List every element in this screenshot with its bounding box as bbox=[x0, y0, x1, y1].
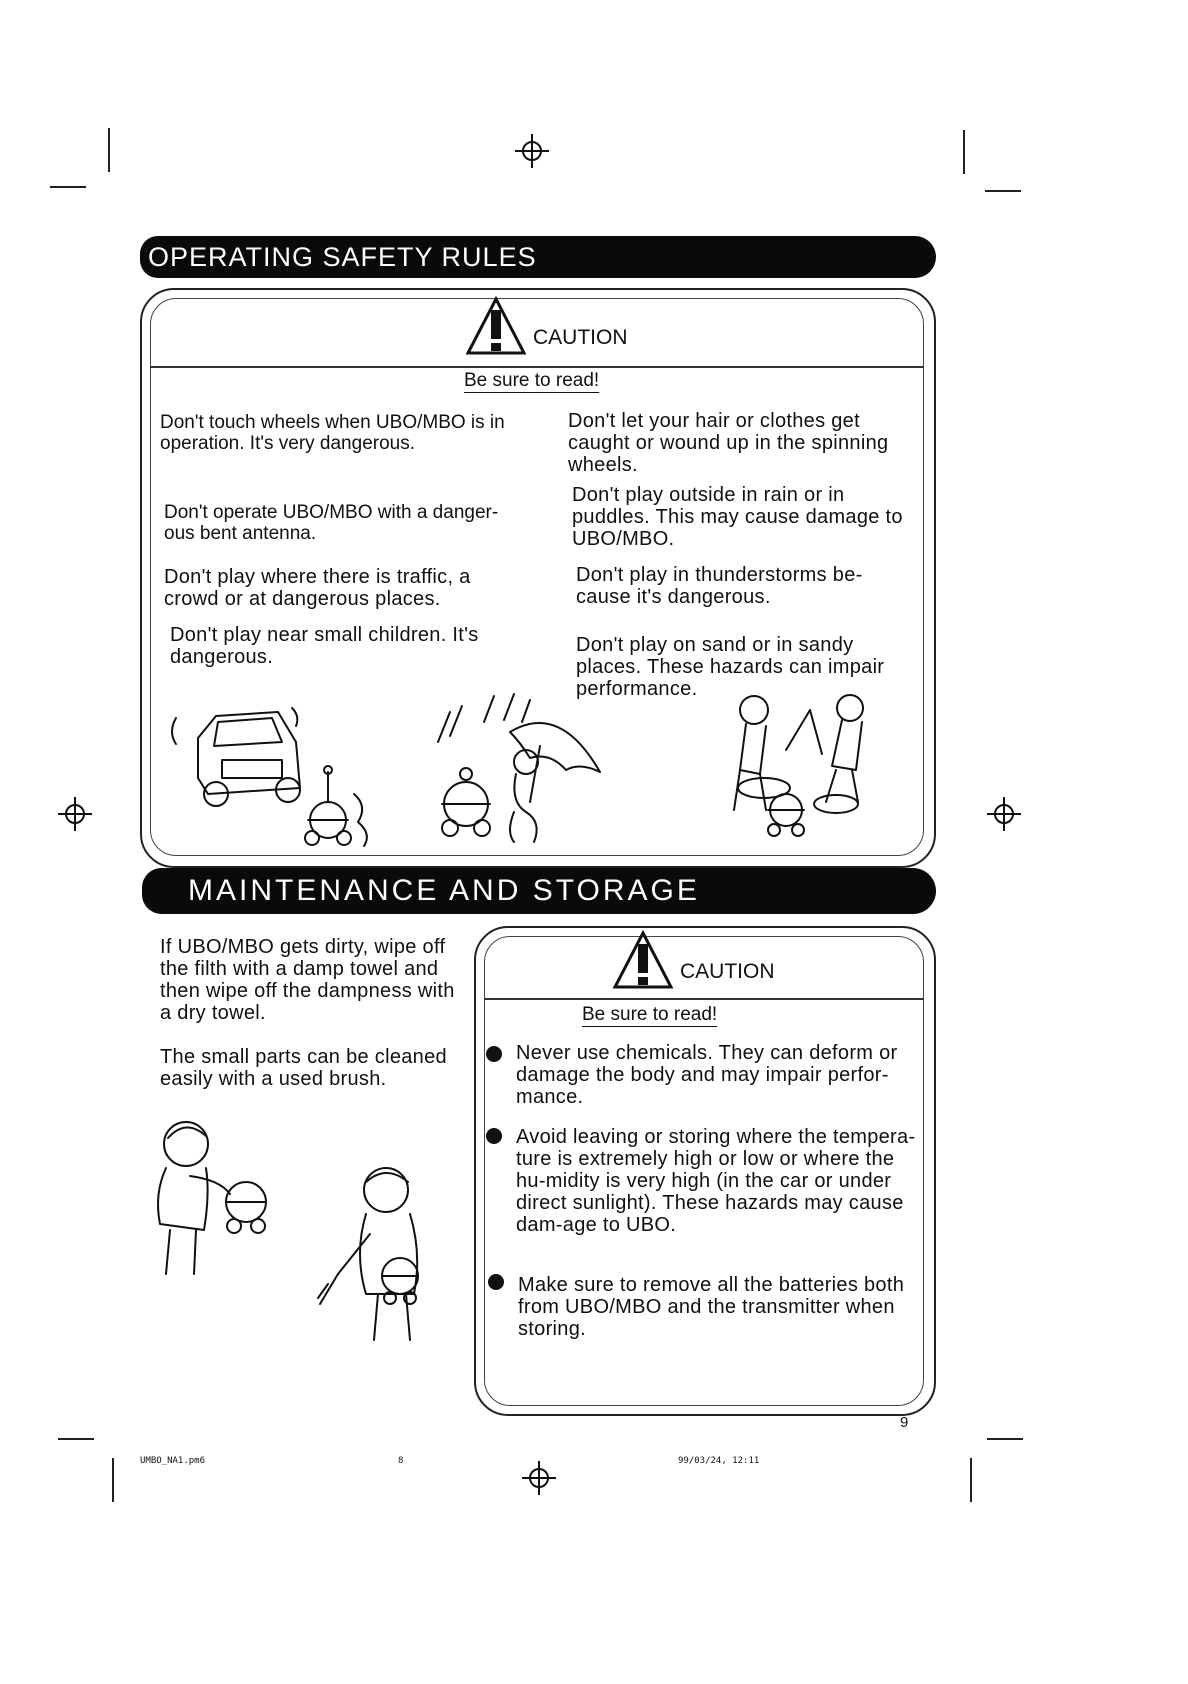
caution-label: CAUTION bbox=[533, 326, 628, 349]
maintenance-intro-2: The small parts can be cleaned easily with a used brush. bbox=[160, 1046, 447, 1090]
crop-mark bbox=[987, 1438, 1023, 1440]
maintenance-intro-1: If UBO/MBO gets dirty, wipe off the filth with a damp towel and then wipe off the dampness with a dry towel. bbox=[160, 936, 455, 1024]
rule-right-3: Don't play in thunderstorms be-cause it's dangerous. bbox=[576, 564, 863, 608]
crop-mark bbox=[963, 130, 965, 174]
footer-filename: UMBO_NA1.pm6 bbox=[140, 1456, 206, 1466]
rule-right-2: Don't play outside in rain or in puddles. This may cause damage to UBO/MBO. bbox=[572, 484, 903, 550]
crop-mark bbox=[985, 190, 1021, 192]
caution-header bbox=[612, 930, 775, 990]
warning-triangle-icon bbox=[465, 296, 527, 356]
car-robot-illustration bbox=[168, 698, 388, 848]
rule-left-4: Don't play near small children. It's dangerous. bbox=[170, 624, 479, 668]
registration-mark-icon bbox=[515, 134, 549, 168]
section-title: MAINTENANCE AND STORAGE bbox=[188, 874, 700, 907]
divider bbox=[150, 366, 924, 368]
crop-mark bbox=[50, 186, 86, 188]
section-title: OPERATING SAFETY RULES bbox=[148, 241, 537, 272]
footer-page: 8 bbox=[398, 1456, 404, 1466]
storage-caution-1: Never use chemicals. They can deform or damage the body and may impair perfor-mance. bbox=[516, 1042, 898, 1108]
warning-triangle-icon bbox=[612, 930, 674, 990]
be-sure-to-read: Be sure to read! bbox=[464, 370, 600, 391]
crop-mark bbox=[112, 1458, 114, 1502]
registration-mark-icon bbox=[987, 797, 1021, 831]
maintenance-storage-banner bbox=[142, 868, 936, 914]
registration-mark-icon bbox=[58, 797, 92, 831]
cleaning-robot-illustration bbox=[150, 1114, 280, 1284]
caution-label: CAUTION bbox=[680, 960, 775, 983]
bullet-dot bbox=[488, 1274, 504, 1290]
operating-safety-rules-banner bbox=[140, 236, 936, 278]
bullet-dot bbox=[486, 1128, 502, 1144]
registration-mark-icon bbox=[522, 1461, 556, 1495]
rule-left-1: Don't touch wheels when UBO/MBO is in operation. It's very dangerous. bbox=[160, 412, 505, 454]
footer-timestamp: 99/03/24, 12:11 bbox=[678, 1456, 760, 1466]
crop-mark bbox=[58, 1438, 94, 1440]
storage-caution-3: Make sure to remove all the batteries both from UBO/MBO and the transmitter when storing. bbox=[518, 1274, 905, 1340]
children-playing-illustration bbox=[726, 690, 896, 850]
page-number: 9 bbox=[900, 1414, 909, 1431]
be-sure-to-read: Be sure to read! bbox=[582, 1004, 718, 1025]
crop-mark bbox=[108, 128, 110, 172]
rule-left-2: Don't operate UBO/MBO with a danger-ous bent antenna. bbox=[164, 502, 499, 544]
rule-left-3: Don't play where there is traffic, a crowd or at dangerous places. bbox=[164, 566, 471, 610]
divider bbox=[484, 998, 924, 1000]
bullet-dot bbox=[486, 1046, 502, 1062]
rule-right-1: Don't let your hair or clothes get caught or wound up in the spinning wheels. bbox=[568, 410, 889, 476]
crop-mark bbox=[970, 1458, 972, 1502]
storage-caution-2: Avoid leaving or storing where the tempera-ture is extremely high or low or where the hu-midity is very high (in the car or under direct sunlight). These hazards may cause dam-age to UBO. bbox=[516, 1126, 916, 1236]
rule-right-4: Don't play on sand or in sandy places. These hazards can impair performance. bbox=[576, 634, 885, 700]
caution-header bbox=[465, 296, 628, 356]
brushing-robot-illustration bbox=[310, 1164, 460, 1344]
rain-umbrella-illustration bbox=[430, 692, 610, 852]
